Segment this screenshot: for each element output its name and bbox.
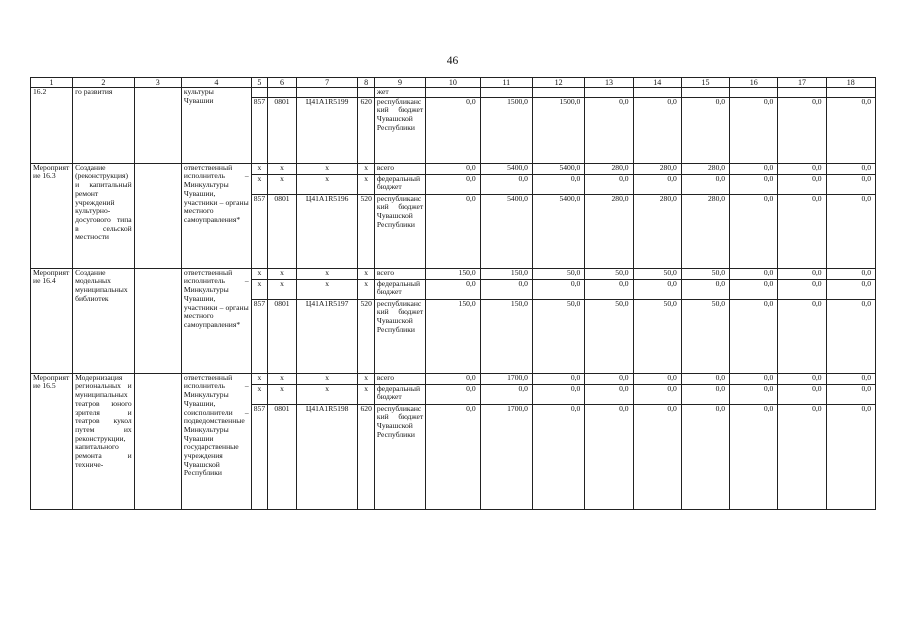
cell-value: 0,0 bbox=[532, 384, 584, 404]
cell-col3 bbox=[134, 268, 181, 373]
cell-col7: x bbox=[296, 279, 358, 299]
cell-col7: Ц41А1R5196 bbox=[296, 194, 358, 268]
cell-value: 0,0 bbox=[730, 279, 778, 299]
cell-empty bbox=[426, 88, 480, 98]
cell-value: 0,0 bbox=[730, 97, 778, 163]
cell-value: 0,0 bbox=[730, 373, 778, 384]
cell-value: 50,0 bbox=[681, 299, 729, 373]
cell-value: 0,0 bbox=[633, 97, 681, 163]
cell-value: 0,0 bbox=[778, 404, 826, 509]
header-cell: 13 bbox=[585, 78, 633, 88]
table-header bbox=[31, 78, 876, 88]
header-cell: 1 bbox=[31, 78, 73, 88]
cell-value: 0,0 bbox=[826, 194, 875, 268]
cell-col6: x bbox=[268, 373, 297, 384]
cell-col7: x bbox=[296, 268, 358, 279]
cell-value: 0,0 bbox=[826, 97, 875, 163]
cell-col6: x bbox=[268, 163, 297, 174]
cell-value: 0,0 bbox=[480, 384, 532, 404]
cell-value: 1700,0 bbox=[480, 373, 532, 384]
cell-value: 150,0 bbox=[480, 299, 532, 373]
cell-value: 0,0 bbox=[778, 299, 826, 373]
cell-value: 280,0 bbox=[681, 163, 729, 174]
cell-empty bbox=[778, 88, 826, 98]
header-cell: 9 bbox=[374, 78, 425, 88]
cell-value: 0,0 bbox=[681, 384, 729, 404]
cell-col6: 0801 bbox=[268, 194, 297, 268]
cell-col7: x bbox=[296, 163, 358, 174]
cell-value: 0,0 bbox=[826, 404, 875, 509]
cell-col7: x bbox=[296, 174, 358, 194]
cell-col3 bbox=[134, 88, 181, 164]
cell-value: 0,0 bbox=[778, 97, 826, 163]
cell-empty bbox=[633, 88, 681, 98]
table-row bbox=[31, 88, 876, 98]
cell-value: 0,0 bbox=[826, 279, 875, 299]
cell-col7: x bbox=[296, 384, 358, 404]
table-row bbox=[31, 163, 876, 174]
header-cell: 15 bbox=[681, 78, 729, 88]
cell-value: 0,0 bbox=[778, 268, 826, 279]
cell-value: 0,0 bbox=[730, 404, 778, 509]
cell-empty bbox=[296, 88, 358, 98]
header-cell: 2 bbox=[73, 78, 135, 88]
header-cell: 18 bbox=[826, 78, 875, 88]
cell-col5: x bbox=[251, 174, 267, 194]
cell-col6: x bbox=[268, 279, 297, 299]
cell-value: 280,0 bbox=[633, 163, 681, 174]
cell-value: 1700,0 bbox=[480, 404, 532, 509]
cell-value: 50,0 bbox=[532, 299, 584, 373]
cell-value: 5400,0 bbox=[480, 194, 532, 268]
budget-table bbox=[30, 77, 876, 510]
cell-value: 5400,0 bbox=[480, 163, 532, 174]
cell-value: 0,0 bbox=[826, 384, 875, 404]
cell-col6: x bbox=[268, 384, 297, 404]
cell-col1: Мероприятие 16.4 bbox=[31, 268, 73, 373]
cell-value: 0,0 bbox=[681, 373, 729, 384]
header-cell: 6 bbox=[268, 78, 297, 88]
cell-empty bbox=[826, 88, 875, 98]
cell-value: 0,0 bbox=[480, 279, 532, 299]
cell-empty bbox=[358, 88, 374, 98]
header-cell: 17 bbox=[778, 78, 826, 88]
cell-value: 150,0 bbox=[426, 299, 480, 373]
header-cell: 16 bbox=[730, 78, 778, 88]
header-row bbox=[31, 78, 876, 88]
header-cell: 8 bbox=[358, 78, 374, 88]
cell-col6: x bbox=[268, 174, 297, 194]
cell-col2: Создание модельных муниципальных библиотек bbox=[73, 268, 135, 373]
cell-col6: 0801 bbox=[268, 97, 297, 163]
cell-col5: x bbox=[251, 384, 267, 404]
cell-value: 0,0 bbox=[778, 194, 826, 268]
cell-col8: 520 bbox=[358, 194, 374, 268]
cell-value: 280,0 bbox=[585, 163, 633, 174]
cell-value: 5400,0 bbox=[532, 163, 584, 174]
cell-col6: 0801 bbox=[268, 299, 297, 373]
cell-col8: x bbox=[358, 384, 374, 404]
cell-col1: Мероприятие 16.5 bbox=[31, 373, 73, 509]
cell-value: 0,0 bbox=[826, 163, 875, 174]
cell-value: 0,0 bbox=[730, 163, 778, 174]
cell-col9: республиканский бюджет Чувашской Республики bbox=[374, 404, 425, 509]
cell-col8: x bbox=[358, 373, 374, 384]
cell-empty bbox=[480, 88, 532, 98]
cell-value: 0,0 bbox=[826, 299, 875, 373]
cell-value: 50,0 bbox=[633, 268, 681, 279]
table-row bbox=[31, 268, 876, 279]
cell-col5: x bbox=[251, 279, 267, 299]
cell-col9: всего bbox=[374, 163, 425, 174]
cell-value: 0,0 bbox=[426, 373, 480, 384]
cell-value: 0,0 bbox=[633, 174, 681, 194]
cell-value: 0,0 bbox=[633, 279, 681, 299]
cell-col5: x bbox=[251, 268, 267, 279]
cell-value: 0,0 bbox=[532, 404, 584, 509]
cell-col4: Чувашии bbox=[181, 97, 251, 163]
header-cell: 5 bbox=[251, 78, 267, 88]
cell-col9: федеральный бюджет bbox=[374, 384, 425, 404]
cell-empty bbox=[268, 88, 297, 98]
cell-value: 0,0 bbox=[426, 194, 480, 268]
cell-value: 0,0 bbox=[730, 174, 778, 194]
table-row bbox=[31, 373, 876, 384]
cell-value: 0,0 bbox=[681, 97, 729, 163]
cell-col3 bbox=[134, 163, 181, 268]
cell-col9: республиканский бюджет Чувашской Республики bbox=[374, 299, 425, 373]
header-cell: 10 bbox=[426, 78, 480, 88]
cell-value: 0,0 bbox=[778, 384, 826, 404]
cell-value: 0,0 bbox=[730, 268, 778, 279]
cell-col9: республиканский бюджет Чувашской Республики bbox=[374, 97, 425, 163]
cell-col7: x bbox=[296, 373, 358, 384]
cell-value: 50,0 bbox=[585, 299, 633, 373]
cell-value: 0,0 bbox=[585, 384, 633, 404]
cell-value: 0,0 bbox=[681, 174, 729, 194]
cell-value: 0,0 bbox=[778, 373, 826, 384]
cell-value: 0,0 bbox=[778, 174, 826, 194]
cell-col9: жет bbox=[374, 88, 425, 98]
cell-col1: Мероприятие 16.3 bbox=[31, 163, 73, 268]
cell-value: 0,0 bbox=[633, 384, 681, 404]
cell-value: 50,0 bbox=[681, 268, 729, 279]
header-cell: 14 bbox=[633, 78, 681, 88]
cell-value: 0,0 bbox=[585, 174, 633, 194]
cell-value: 0,0 bbox=[778, 163, 826, 174]
cell-value: 280,0 bbox=[681, 194, 729, 268]
cell-value: 0,0 bbox=[730, 384, 778, 404]
cell-col3 bbox=[134, 373, 181, 509]
cell-col5: 857 bbox=[251, 97, 267, 163]
cell-col7: Ц41А1R5199 bbox=[296, 97, 358, 163]
cell-value: 0,0 bbox=[681, 404, 729, 509]
cell-col9: всего bbox=[374, 373, 425, 384]
cell-col9: федеральный бюджет bbox=[374, 174, 425, 194]
cell-value: 0,0 bbox=[426, 163, 480, 174]
cell-value: 0,0 bbox=[826, 268, 875, 279]
cell-value: 0,0 bbox=[585, 373, 633, 384]
cell-col9: республиканский бюджет Чувашской Республики bbox=[374, 194, 425, 268]
cell-col8: x bbox=[358, 174, 374, 194]
cell-col8: x bbox=[358, 268, 374, 279]
cell-col2: Модернизация региональных и муниципальных театров юного зрителя и театров кукол путем их реконструкции, капитального ремонта и техниче- bbox=[73, 373, 135, 509]
cell-value: 0,0 bbox=[426, 404, 480, 509]
cell-col4: ответственный исполнитель – Минкультуры Чувашии, соисполнители – подведомственные Минкультуры Чувашии государственные учреждения Чувашской Республики bbox=[181, 373, 251, 509]
cell-col8: 620 bbox=[358, 404, 374, 509]
cell-value: 0,0 bbox=[426, 384, 480, 404]
cell-col5: x bbox=[251, 163, 267, 174]
cell-col8: 520 bbox=[358, 299, 374, 373]
header-cell: 7 bbox=[296, 78, 358, 88]
cell-empty bbox=[681, 88, 729, 98]
cell-col5: 857 bbox=[251, 404, 267, 509]
cell-value: 50,0 bbox=[532, 268, 584, 279]
cell-value: 150,0 bbox=[426, 268, 480, 279]
cell-col9: федеральный бюджет bbox=[374, 279, 425, 299]
header-cell: 11 bbox=[480, 78, 532, 88]
page-number: 46 bbox=[446, 55, 459, 67]
cell-value: 1500,0 bbox=[532, 97, 584, 163]
cell-value: 0,0 bbox=[826, 174, 875, 194]
cell-value: 0,0 bbox=[633, 373, 681, 384]
cell-value: 280,0 bbox=[585, 194, 633, 268]
cell-value: 50,0 bbox=[633, 299, 681, 373]
cell-col8: 620 bbox=[358, 97, 374, 163]
cell-col4: культуры bbox=[181, 88, 251, 98]
cell-col4: ответственный исполнитель – Минкультуры Чувашии, участники – органы местного самоуправления* bbox=[181, 163, 251, 268]
cell-empty bbox=[251, 88, 267, 98]
cell-value: 1500,0 bbox=[480, 97, 532, 163]
cell-col4: ответственный исполнитель – Минкультуры Чувашии, участники – органы местного самоуправления* bbox=[181, 268, 251, 373]
cell-value: 0,0 bbox=[826, 373, 875, 384]
cell-value: 280,0 bbox=[633, 194, 681, 268]
header-cell: 4 bbox=[181, 78, 251, 88]
cell-value: 0,0 bbox=[778, 279, 826, 299]
cell-col8: x bbox=[358, 279, 374, 299]
cell-value: 0,0 bbox=[730, 299, 778, 373]
cell-value: 0,0 bbox=[426, 279, 480, 299]
cell-value: 0,0 bbox=[532, 279, 584, 299]
cell-value: 150,0 bbox=[480, 268, 532, 279]
cell-value: 0,0 bbox=[730, 194, 778, 268]
cell-value: 0,0 bbox=[426, 97, 480, 163]
cell-col1: 16.2 bbox=[31, 88, 73, 164]
cell-col5: x bbox=[251, 373, 267, 384]
cell-empty bbox=[532, 88, 584, 98]
cell-col7: Ц41А1R5197 bbox=[296, 299, 358, 373]
cell-empty bbox=[730, 88, 778, 98]
cell-value: 50,0 bbox=[585, 268, 633, 279]
cell-value: 5400,0 bbox=[532, 194, 584, 268]
cell-col5: 857 bbox=[251, 194, 267, 268]
cell-col2: Создание (реконструкция) и капитальный ремонт учреждений культурно-досугового типа в сельской местности bbox=[73, 163, 135, 268]
cell-col6: 0801 bbox=[268, 404, 297, 509]
cell-empty bbox=[585, 88, 633, 98]
cell-col6: x bbox=[268, 268, 297, 279]
cell-value: 0,0 bbox=[585, 97, 633, 163]
cell-col9: всего bbox=[374, 268, 425, 279]
header-cell: 3 bbox=[134, 78, 181, 88]
cell-col5: 857 bbox=[251, 299, 267, 373]
cell-value: 0,0 bbox=[585, 279, 633, 299]
cell-value: 0,0 bbox=[681, 279, 729, 299]
cell-col2: го развития bbox=[73, 88, 135, 164]
cell-col7: Ц41А1R5198 bbox=[296, 404, 358, 509]
cell-value: 0,0 bbox=[426, 174, 480, 194]
cell-value: 0,0 bbox=[532, 373, 584, 384]
cell-col8: x bbox=[358, 163, 374, 174]
cell-value: 0,0 bbox=[633, 404, 681, 509]
cell-value: 0,0 bbox=[532, 174, 584, 194]
cell-value: 0,0 bbox=[480, 174, 532, 194]
header-cell: 12 bbox=[532, 78, 584, 88]
cell-value: 0,0 bbox=[585, 404, 633, 509]
